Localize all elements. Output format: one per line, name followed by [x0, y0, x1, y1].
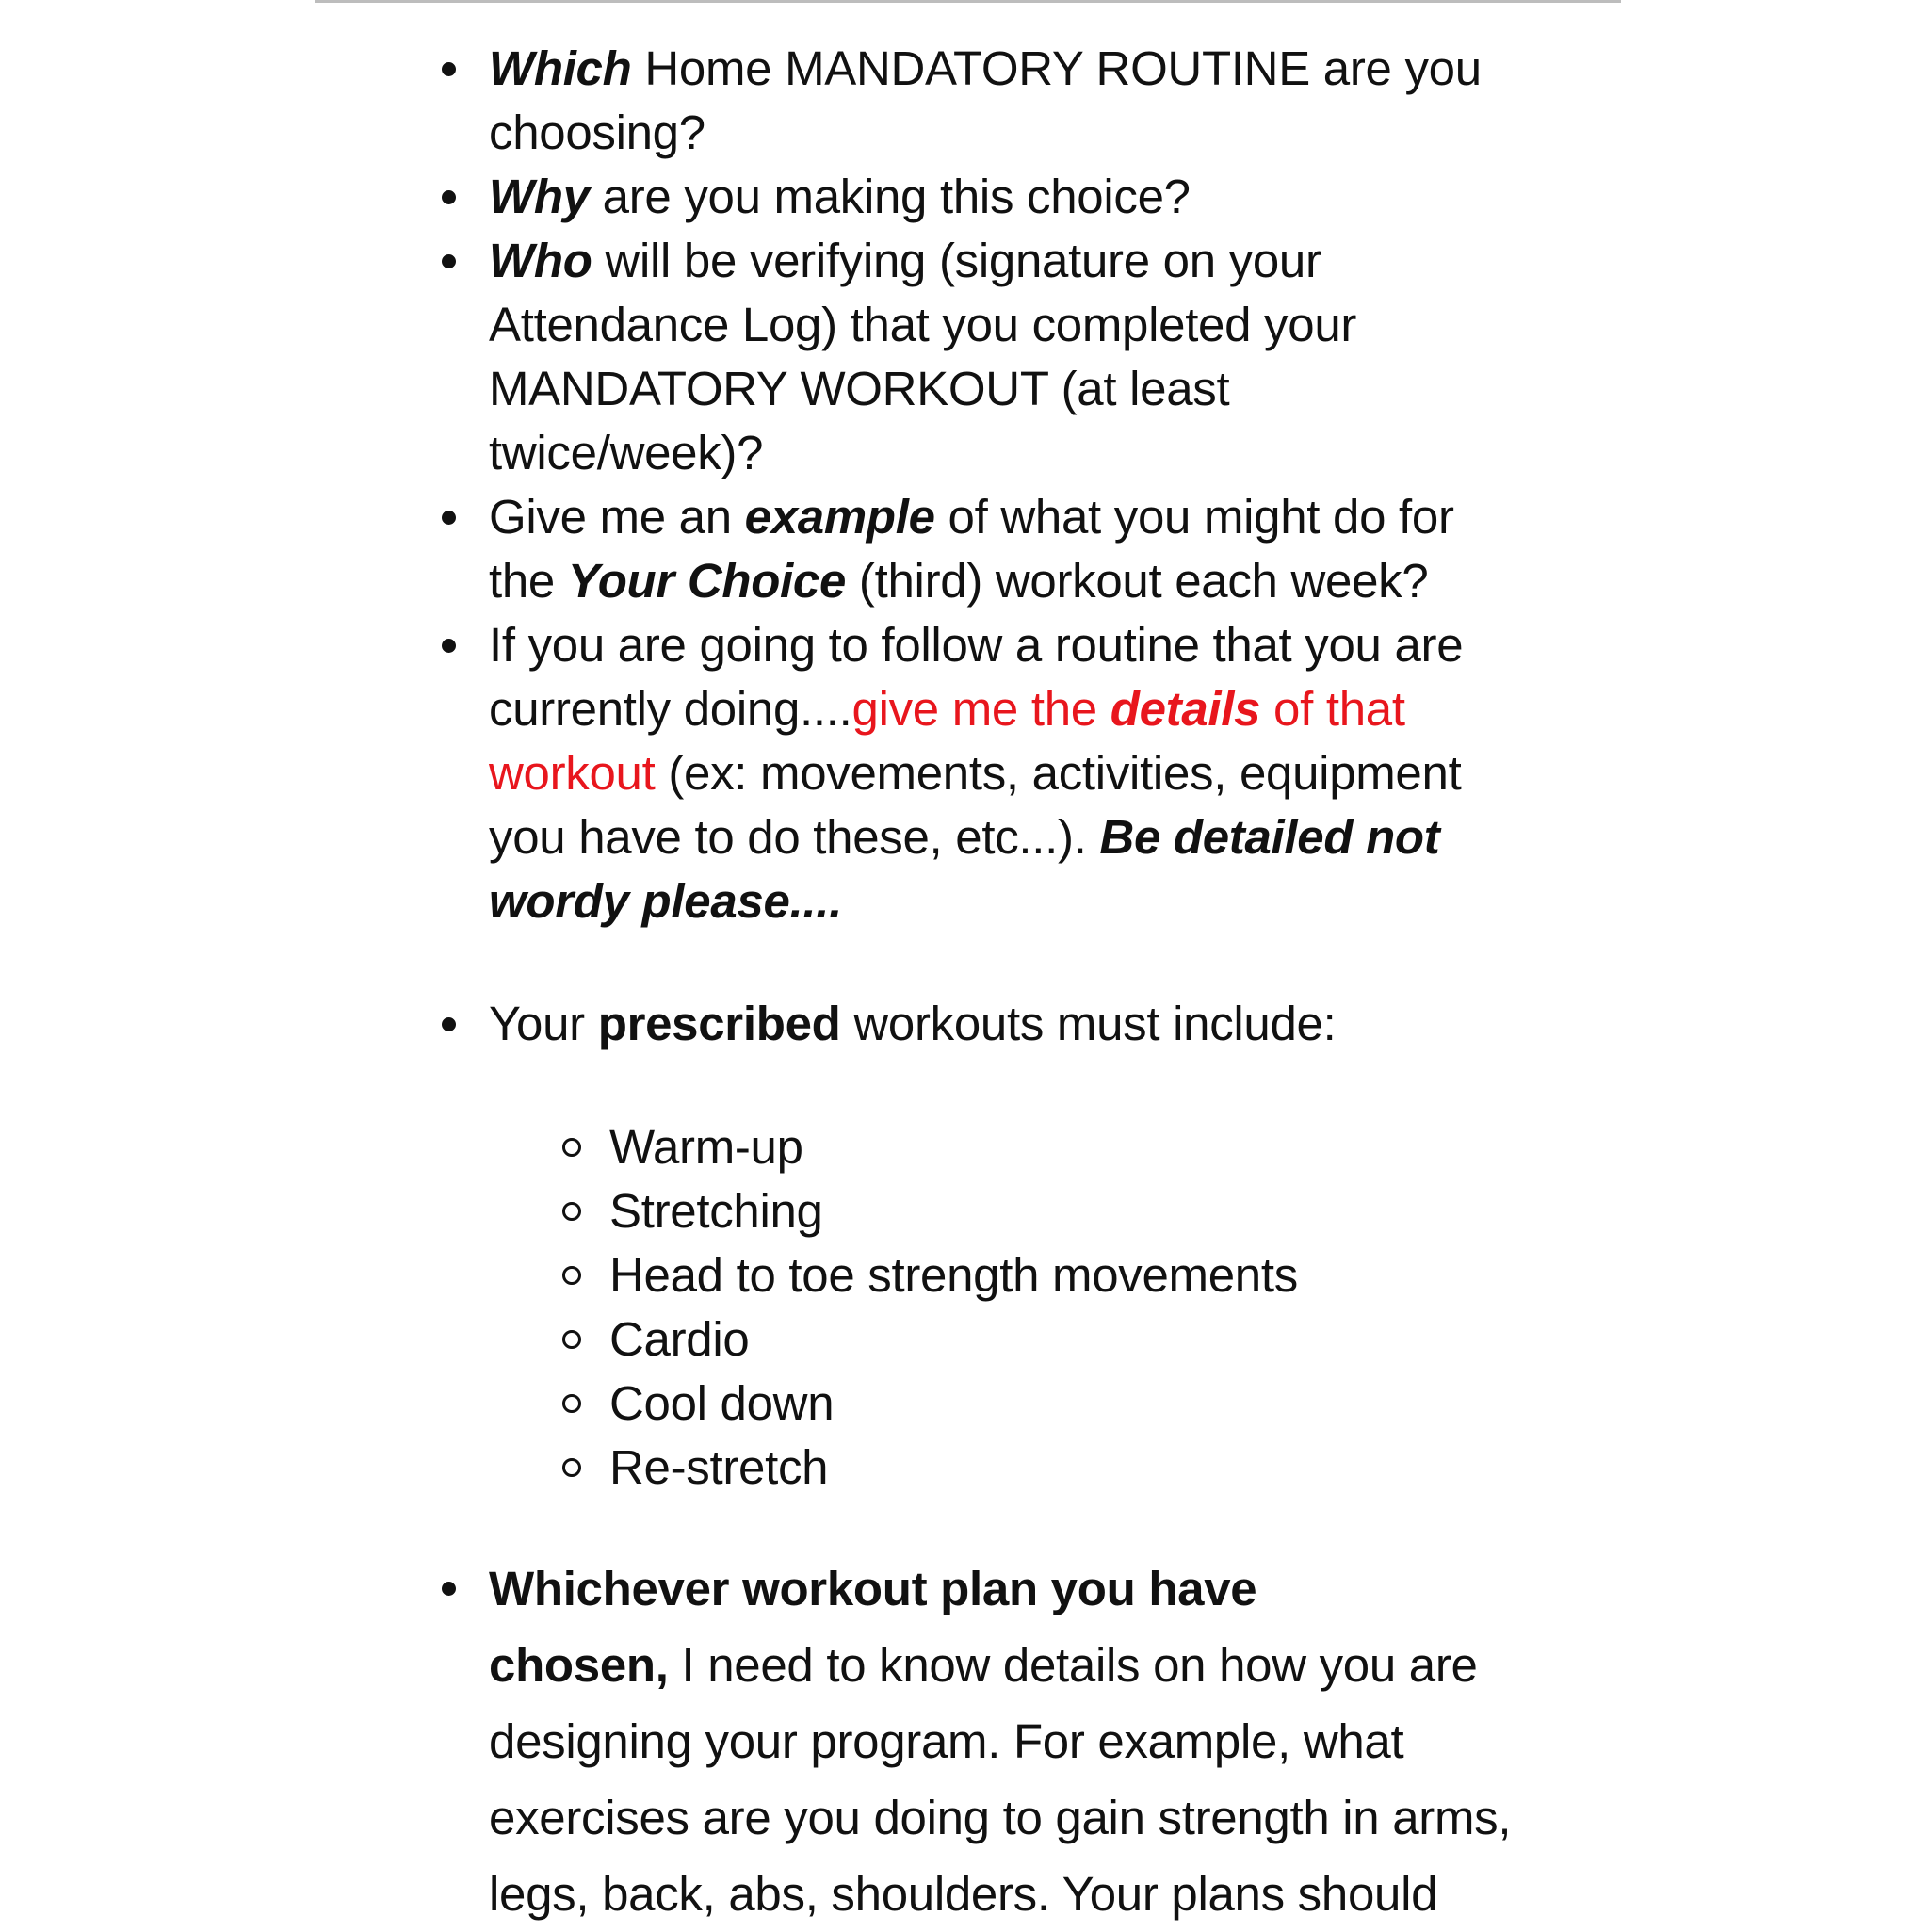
text-line	[489, 1627, 1666, 1703]
text-segment: Home MANDATORY ROUTINE are you	[631, 41, 1482, 95]
bullet-icon	[442, 1017, 456, 1031]
text-line	[489, 1779, 1666, 1856]
text-segment: Cool down	[609, 1376, 835, 1430]
text-segment: Cardio	[609, 1312, 750, 1366]
text-line	[489, 101, 1666, 165]
text-segment: give me the	[851, 682, 1110, 736]
text-segment: designing your program. For example, what	[489, 1714, 1404, 1768]
text-line	[489, 485, 1666, 549]
whichever-item	[489, 1550, 1666, 1932]
text-segment: will be verifying (signature on your	[592, 234, 1321, 287]
text-segment: Why	[489, 170, 590, 223]
text-segment: I need to know details on how you are	[668, 1638, 1478, 1692]
text-line	[609, 1115, 1787, 1179]
text-line	[489, 677, 1666, 741]
text-segment: If you are going to follow a routine that you are	[489, 618, 1464, 672]
text-segment: Your	[489, 997, 598, 1050]
text-segment: Be detailed not	[1099, 810, 1440, 864]
text-line	[489, 549, 1666, 613]
text-segment: (third) workout each week?	[846, 554, 1429, 608]
text-line	[489, 421, 1666, 485]
text-segment: of that	[1260, 682, 1405, 736]
bullet-icon	[442, 254, 456, 268]
text-segment: workout	[489, 746, 656, 800]
text-segment: (ex: movements, activities, equipment	[655, 746, 1462, 800]
text-line	[489, 992, 1666, 1056]
text-line	[489, 869, 1666, 934]
text-line	[489, 741, 1666, 805]
text-line	[489, 229, 1666, 293]
text-line	[489, 165, 1666, 229]
text-segment: choosing?	[489, 106, 705, 159]
circle-bullet-icon	[562, 1458, 581, 1477]
bullet-icon	[442, 1582, 456, 1596]
text-segment: MANDATORY WORKOUT (at least	[489, 362, 1230, 415]
text-segment: details	[1110, 682, 1261, 736]
circle-bullet-icon	[562, 1138, 581, 1157]
question-list	[489, 37, 1666, 934]
text-segment: are you making this choice?	[589, 170, 1191, 223]
text-segment: Give me an	[489, 490, 745, 544]
text-segment: you have to do these, etc...).	[489, 810, 1100, 864]
component-item	[609, 1436, 1787, 1500]
text-segment: Warm-up	[609, 1120, 803, 1174]
bullet-icon	[442, 511, 456, 525]
text-segment: workouts must include:	[840, 997, 1337, 1050]
text-line	[609, 1243, 1787, 1307]
circle-bullet-icon	[562, 1202, 581, 1221]
bullet-item	[489, 992, 1666, 1056]
text-segment: Stretching	[609, 1184, 823, 1238]
text-line	[489, 613, 1666, 677]
bullet-item	[489, 1550, 1666, 1932]
text-segment: Whichever workout plan you have	[489, 1562, 1257, 1615]
text-segment: of what you might do for	[934, 490, 1454, 544]
question-item	[489, 37, 1666, 165]
text-line	[609, 1372, 1787, 1436]
text-segment: Attendance Log) that you completed your	[489, 298, 1357, 351]
text-segment: chosen,	[489, 1638, 669, 1692]
text-segment: example	[744, 490, 935, 544]
workout-components-list	[609, 1115, 1787, 1500]
text-segment: Re-stretch	[609, 1440, 829, 1494]
text-segment: Which	[489, 41, 632, 95]
text-segment: currently doing....	[489, 682, 852, 736]
text-segment: the	[489, 554, 568, 608]
text-segment: prescribed	[597, 997, 841, 1050]
text-segment: twice/week)?	[489, 426, 764, 479]
text-line	[489, 805, 1666, 869]
text-line	[489, 357, 1666, 421]
top-divider	[315, 0, 1621, 3]
component-item	[609, 1243, 1787, 1307]
circle-bullet-icon	[562, 1330, 581, 1349]
prescribed-item	[489, 992, 1666, 1056]
text-line	[489, 293, 1666, 357]
text-line	[609, 1179, 1787, 1243]
text-line	[489, 1550, 1666, 1627]
text-line	[609, 1436, 1787, 1500]
bullet-icon	[442, 639, 456, 653]
question-item	[489, 229, 1666, 485]
question-item	[489, 165, 1666, 229]
text-line	[489, 37, 1666, 101]
question-item	[489, 613, 1666, 934]
component-item	[609, 1115, 1787, 1179]
component-item	[609, 1179, 1787, 1243]
question-item	[489, 485, 1666, 613]
text-segment: exercises are you doing to gain strength in arms,	[489, 1791, 1512, 1844]
text-segment: legs, back, abs, shoulders. Your plans should	[489, 1867, 1438, 1921]
component-item	[609, 1372, 1787, 1436]
text-line	[489, 1703, 1666, 1779]
text-segment: Your Choice	[567, 554, 847, 608]
bullet-icon	[442, 190, 456, 204]
text-segment: wordy please....	[489, 874, 843, 928]
circle-bullet-icon	[562, 1266, 581, 1285]
text-line	[489, 1856, 1666, 1932]
component-item	[609, 1307, 1787, 1372]
text-segment: Who	[489, 234, 592, 287]
circle-bullet-icon	[562, 1394, 581, 1413]
text-line	[609, 1307, 1787, 1372]
text-segment: Head to toe strength movements	[609, 1248, 1298, 1302]
bullet-icon	[442, 62, 456, 76]
